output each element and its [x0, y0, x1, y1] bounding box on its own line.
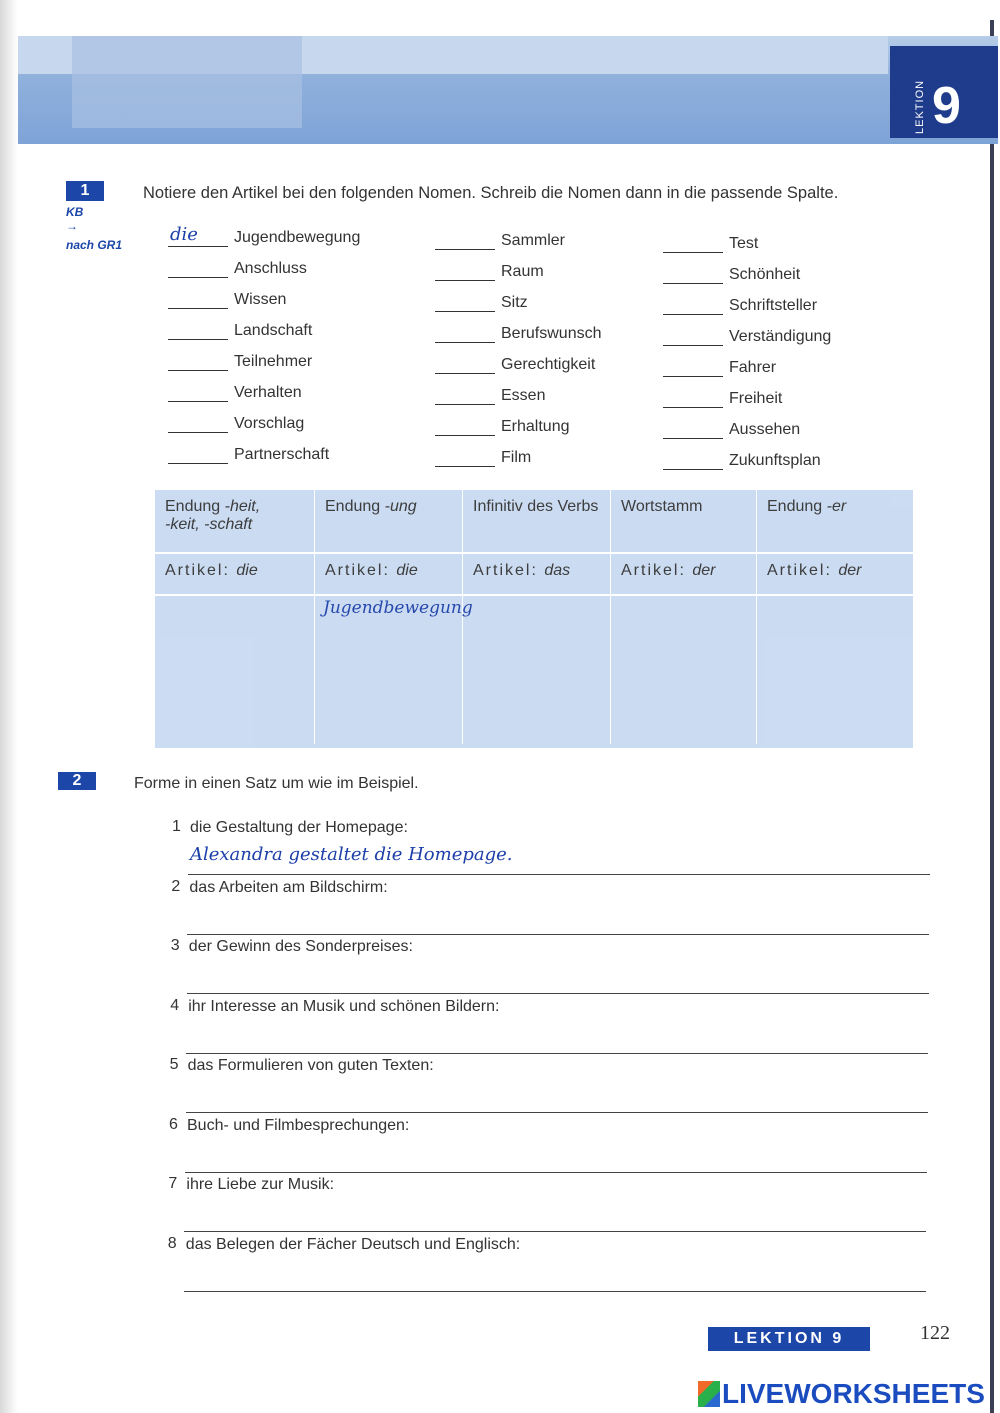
noun-item	[663, 389, 782, 408]
noun-item	[435, 262, 544, 281]
article-value: der	[838, 562, 862, 579]
article-blank[interactable]	[435, 231, 495, 250]
article-blank[interactable]	[435, 386, 495, 405]
table-entry-cell-5[interactable]	[757, 594, 913, 744]
article-blank[interactable]	[435, 262, 495, 281]
article-blank[interactable]	[663, 420, 723, 439]
noun-item	[435, 417, 570, 436]
noun-item	[663, 265, 800, 284]
noun-label: Sitz	[501, 294, 528, 311]
article-blank[interactable]	[168, 383, 228, 402]
header-prefix: Endung	[767, 498, 827, 515]
noun-item	[435, 293, 528, 312]
noun-label: Partnerschaft	[234, 446, 330, 463]
header-prefix: Endung	[325, 498, 385, 515]
table-entry-cell-4[interactable]	[611, 594, 757, 744]
table-article-5	[757, 554, 913, 594]
noun-item	[663, 234, 758, 253]
table-entry-cell-3[interactable]	[463, 594, 611, 744]
noun-item	[168, 290, 286, 309]
article-blank[interactable]	[168, 445, 228, 464]
liveworksheets-logo[interactable]	[698, 1378, 985, 1410]
article-blank[interactable]	[663, 451, 723, 470]
sentence-number: 6	[169, 1115, 178, 1133]
noun-label: Raum	[501, 263, 544, 280]
article-label: Artikel:	[325, 562, 390, 579]
exercise-1-instruction: Notiere den Artikel bei den folgenden Nomen. Schreib die Nomen dann in die passende Spalte.	[143, 184, 839, 202]
noun-label: Aussehen	[729, 421, 801, 438]
sentence-number: 5	[169, 1056, 179, 1073]
table-article-4	[611, 554, 757, 594]
noun-label: Verhalten	[234, 384, 302, 401]
article-blank[interactable]	[663, 358, 723, 377]
header-suffix: -ung	[384, 498, 417, 515]
article-blank[interactable]	[168, 224, 228, 247]
article-blank[interactable]	[663, 234, 723, 253]
side-note-arrow: →	[66, 219, 78, 233]
article-value: die	[396, 562, 418, 579]
header-line2: -keit, -schaft	[165, 516, 253, 533]
noun-label: Teilnehmer	[234, 353, 313, 370]
noun-label: Schriftsteller	[729, 297, 818, 314]
noun-item	[168, 352, 312, 371]
noun-label: Freiheit	[729, 390, 783, 407]
article-blank[interactable]	[435, 417, 495, 436]
sentence-prompt: Buch- und Filmbesprechungen:	[187, 1116, 410, 1134]
answer-line[interactable]	[187, 993, 929, 994]
noun-item	[435, 324, 602, 343]
table-header-er	[757, 490, 913, 552]
noun-label: Wissen	[234, 291, 287, 308]
noun-item	[168, 321, 312, 340]
sentence-prompt: das Belegen der Fächer Deutsch und Englisch:	[185, 1235, 521, 1253]
lesson-word: LEKTION	[914, 79, 926, 134]
table-entry-cell-1[interactable]	[155, 594, 315, 744]
article-blank[interactable]	[663, 389, 723, 408]
noun-label: Jugendbewegung	[234, 229, 361, 246]
exercise-1-badge: 1	[66, 181, 104, 201]
noun-item	[168, 445, 329, 464]
header-suffix: -heit,	[224, 498, 261, 515]
noun-item	[663, 451, 821, 470]
noun-label: Anschluss	[234, 260, 307, 277]
table-header-verb	[463, 490, 611, 552]
table-header-ung	[315, 490, 463, 552]
noun-item	[168, 414, 304, 433]
footer-lesson-tag: LEKTION 9	[708, 1327, 870, 1351]
noun-item	[663, 296, 817, 315]
noun-item	[168, 224, 361, 247]
sentence-answer: Alexandra gestaltet die Homepage.	[190, 844, 513, 865]
article-label: Artikel:	[165, 562, 230, 579]
sentence-number: 2	[171, 877, 181, 895]
article-blank[interactable]	[435, 293, 495, 312]
article-value: der	[692, 562, 716, 579]
sentence-prompt: ihre Liebe zur Musik:	[186, 1176, 335, 1193]
article-blank[interactable]	[663, 327, 723, 346]
noun-label: Landschaft	[234, 322, 313, 339]
article-blank[interactable]	[663, 296, 723, 315]
answer-line[interactable]	[184, 1231, 926, 1232]
side-note-grammar: nach GR1	[66, 238, 123, 252]
noun-label: Vorschlag	[234, 415, 305, 432]
lesson-number: 9	[932, 77, 961, 135]
header-prefix: Wortstamm	[621, 498, 703, 515]
sentence-prompt: ihr Interesse an Musik und schönen Bildern:	[188, 997, 500, 1015]
exercise-2-instruction: Forme in einen Satz um wie im Beispiel.	[134, 775, 419, 792]
sentence-prompt: das Arbeiten am Bildschirm:	[189, 878, 388, 896]
sentence-number: 4	[170, 996, 180, 1014]
article-answer: die	[170, 224, 198, 245]
noun-item	[168, 383, 302, 402]
noun-label: Erhaltung	[501, 418, 570, 435]
noun-item	[663, 358, 776, 377]
noun-item	[435, 355, 595, 374]
article-label: Artikel:	[621, 562, 686, 579]
noun-label: Sammler	[501, 232, 566, 249]
noun-item	[168, 259, 307, 278]
noun-label: Essen	[501, 387, 546, 404]
article-blank[interactable]	[435, 324, 495, 343]
answer-line[interactable]	[185, 1172, 927, 1173]
article-blank[interactable]	[663, 265, 723, 284]
answer-line[interactable]	[187, 934, 929, 935]
sentence-number: 7	[168, 1175, 178, 1192]
sorting-table	[155, 490, 913, 748]
noun-label: Berufswunsch	[501, 325, 602, 342]
article-value: das	[544, 562, 571, 579]
sentence-prompt: das Formulieren von guten Texten:	[187, 1057, 434, 1074]
noun-item	[435, 231, 565, 250]
table-header-stem	[611, 490, 757, 552]
noun-label: Schönheit	[729, 266, 801, 283]
article-value: die	[236, 562, 258, 579]
brand-name: LIVEWORKSHEETS	[722, 1378, 985, 1409]
header-prefix: Endung	[165, 498, 225, 515]
page-shadow	[0, 0, 18, 1413]
article-blank[interactable]	[435, 355, 495, 374]
sentence-number: 8	[167, 1234, 177, 1252]
noun-item	[663, 420, 800, 439]
header-banner-block	[72, 36, 302, 128]
noun-item	[663, 327, 831, 346]
article-blank[interactable]	[168, 414, 228, 433]
page-number: 122	[920, 1322, 950, 1344]
sentence-prompt: die Gestaltung der Homepage:	[190, 819, 408, 836]
answer-line[interactable]	[186, 1112, 928, 1113]
article-blank[interactable]	[168, 321, 228, 340]
lesson-tab	[890, 46, 998, 138]
exercise-2-badge: 2	[58, 772, 96, 790]
article-blank[interactable]	[168, 352, 228, 371]
header-prefix: Infinitiv des Verbs	[473, 498, 599, 515]
answer-line[interactable]	[188, 874, 930, 875]
article-blank[interactable]	[435, 448, 495, 467]
table-article-2	[315, 554, 463, 594]
noun-label: Test	[729, 235, 759, 252]
header-suffix: -er	[826, 498, 847, 515]
table-article-1	[155, 554, 315, 594]
noun-label: Film	[501, 449, 532, 466]
article-label: Artikel:	[767, 562, 832, 579]
table-entry-cell-2[interactable]	[315, 594, 473, 744]
table-article-3	[463, 554, 611, 594]
article-blank[interactable]	[168, 259, 228, 278]
noun-label: Fahrer	[729, 359, 777, 376]
answer-line[interactable]	[186, 1053, 928, 1054]
sentence-number: 1	[172, 818, 181, 835]
page-edge	[990, 20, 994, 1413]
noun-label: Verständigung	[729, 328, 832, 345]
table-entry: Jugendbewegung	[323, 598, 473, 618]
liveworksheets-logo-icon	[698, 1381, 720, 1407]
sentence-number: 3	[170, 937, 180, 954]
table-header-heit	[155, 490, 315, 552]
noun-item	[435, 386, 545, 405]
article-label: Artikel:	[473, 562, 538, 579]
noun-label: Gerechtigkeit	[501, 356, 596, 373]
sentence-prompt: der Gewinn des Sonderpreises:	[188, 938, 413, 955]
noun-item	[435, 448, 531, 467]
answer-line[interactable]	[184, 1291, 926, 1292]
noun-label: Zukunftsplan	[729, 452, 821, 469]
article-blank[interactable]	[168, 290, 228, 309]
side-note-kb: KB	[66, 205, 84, 219]
